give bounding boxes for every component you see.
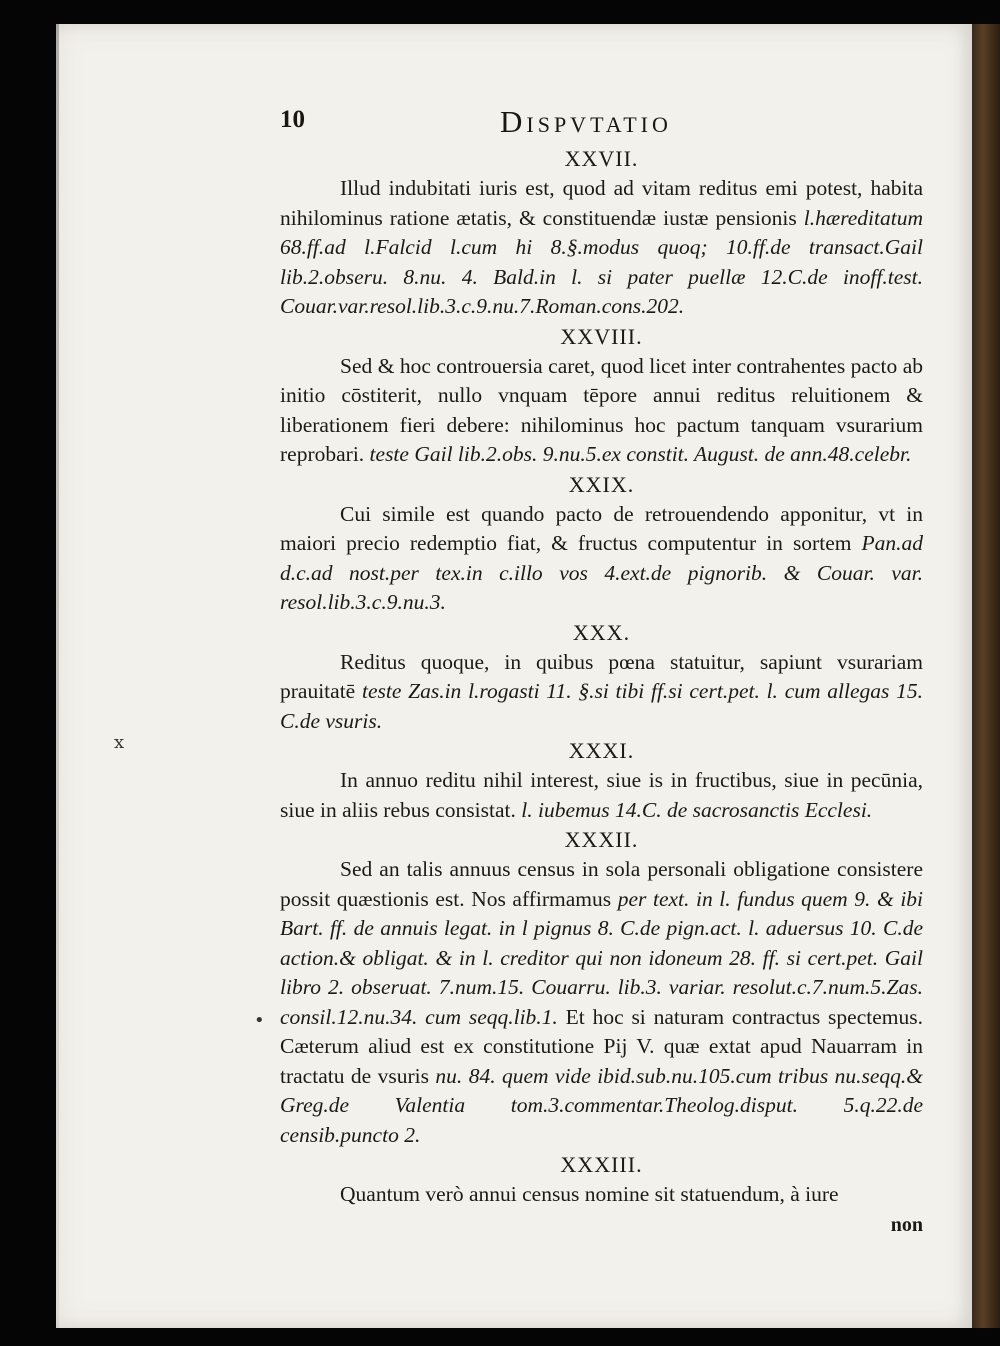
running-title: Dispvtatio: [500, 104, 672, 139]
citation: teste Gail lib.2.obs. 9.nu.5.ex constit. August. de ann.48.celebr.: [369, 442, 912, 466]
catchword: non: [890, 1213, 923, 1236]
section-paragraph: [280, 352, 923, 470]
citation-continued: nu. 84. quem vide ibid.sub.nu.105.cum tribus nu.seqq.& Greg.de Valentia tom.3.commentar.Theolog.disput. 5.q.22.de censib.puncto 2.: [280, 1063, 923, 1147]
paragraph-text: In annuo reditu nihil interest, siue is in fructibus, siue in pecūnia, siue in aliis rebus consistat.: [280, 768, 923, 822]
paragraph-text: Reditus quoque, in quibus pœna statuitur, sapiunt vsurariam prauitatē: [280, 649, 923, 703]
section-heading: XXXII.: [564, 827, 639, 852]
section-xxxii: [280, 825, 923, 1150]
page-edge: [56, 24, 59, 1328]
citation: teste Zas.in l.rogasti 11. §.si tibi ff.si cert.pet. l. cum allegas 15. C.de vsuris.: [280, 679, 923, 733]
margin-mark: x: [114, 732, 125, 753]
section-paragraph: [280, 766, 923, 825]
paragraph-text: Sed & hoc controuersia caret, quod licet inter contrahentes pacto ab initio cōstiterit, nullo vnquam tēpore annui reditus reluitionem & liberationem fieri debere: nihilominus hoc pactum tanquam vsurarium reprobari.: [280, 353, 923, 466]
citation: l. iubemus 14.C. de sacrosanctis Ecclesi.: [521, 797, 873, 822]
body-text: [280, 144, 923, 1240]
section-xxix: [280, 470, 923, 618]
section-heading: XXX.: [572, 619, 631, 645]
paragraph-text: Illud indubitati iuris est, quod ad vitam reditus emi potest, habita nihilominus ratione ætatis, & constituendæ iustæ pensionis: [280, 176, 923, 230]
paragraph-text: Cui simile est quando pacto de retrouendendo apponitur, vt in maiori precio redemptio fiat, & fructus computentur in sortem: [280, 501, 923, 555]
section-heading: XXVIII.: [560, 323, 643, 349]
margin-bullet: •: [254, 1010, 265, 1031]
section-xxviii: [280, 322, 923, 470]
section-paragraph: [280, 1180, 923, 1210]
citation: Pan.ad d.c.ad nost.per tex.in c.illo vos 4.ext.de pignorib. & Couar. var. resol.lib.3.c.9.nu.3.: [280, 531, 923, 614]
book-spine: [972, 24, 1000, 1328]
citation: l.hæreditatum 68.ff.ad l.Falcid l.cum hi 8.§.modus quoq; 10.ff.de transact.Gail lib.2.obseru. 8.nu. 4. Bald.in l. si pater puellæ 12.C.de inoff.test. Couar.var.resol.lib.3.c.9.nu.7.Roman.cons.202.: [280, 205, 923, 318]
page-number: 10: [280, 106, 305, 133]
section-paragraph: [280, 855, 923, 1150]
section-paragraph: [280, 648, 923, 737]
paragraph-text: Quantum verò annui census nomine sit statuendum, à iure: [340, 1182, 839, 1206]
section-heading: XXXIII.: [560, 1152, 643, 1177]
section-xxxiii: [280, 1150, 923, 1210]
section-paragraph: [280, 500, 923, 618]
section-xxvii: [280, 144, 923, 322]
section-heading: XXIX.: [568, 471, 635, 497]
section-heading: XXXI.: [568, 738, 635, 763]
section-heading: XXVII.: [564, 146, 639, 171]
section-paragraph: [280, 174, 923, 322]
paragraph-text: Sed an talis annuus census in sola personali obligatione consistere possit quæstionis est. Nos affirmamus: [280, 857, 923, 911]
section-xxxi: [280, 736, 923, 825]
citation: per text. in l. fundus quem 9. & ibi Bart. ff. de annuis legat. in l pignus 8. C.de pign.act. l. aduersus 10. C.de action.& obligat. & in l. creditor qui non idoneum 28. ff. si cert.pet. Gail libro 2. obseruat. 7.num.15. Couarru. lib.3. variar. resolut.c.7.num.5.Zas. consil.12.nu.34. cum seqq.lib.1.: [280, 886, 924, 1029]
page-header: [280, 106, 940, 142]
section-xxx: [280, 618, 923, 737]
paragraph-text-continued: Et hoc si naturam contractus spectemus. Cæterum aliud est ex constitutione Pij V. quæ extat apud Nauarram in tractatu de vsuris: [280, 1004, 923, 1088]
